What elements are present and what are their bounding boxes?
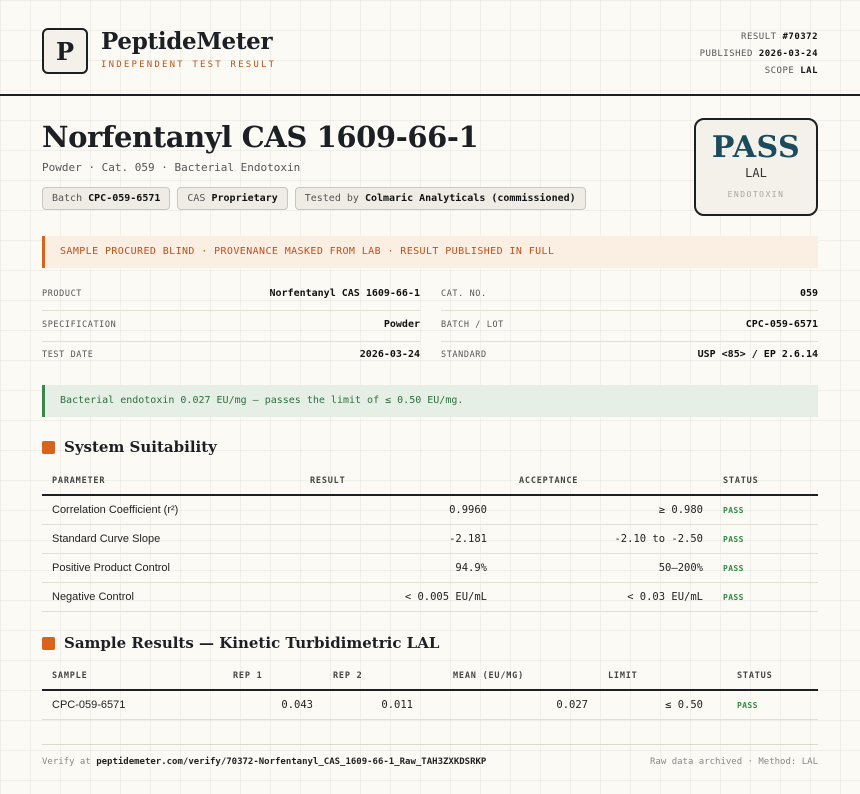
brand-name: PeptideMeter xyxy=(101,28,273,55)
result-id-line: RESULT #70372 xyxy=(741,32,818,42)
result-id: #70372 xyxy=(782,32,818,42)
info-standard: STANDARD USP <85> / EP 2.6.14 xyxy=(441,349,818,360)
published-date: 2026-03-24 xyxy=(758,49,818,59)
page-title: Norfentanyl CAS 1609-66-1 xyxy=(42,120,479,154)
status-badge: PASS xyxy=(723,592,744,602)
verdict-method: LAL xyxy=(745,166,767,180)
tested-by-chip: Tested by Colmaric Analyticals (commissioned) xyxy=(295,187,586,210)
col-parameter: PARAMETER xyxy=(42,467,292,495)
table-row: Standard Curve Slope -2.181 -2.10 to -2.50 PASS xyxy=(42,524,818,553)
status-badge: PASS xyxy=(723,563,744,573)
brand-logo: P xyxy=(42,28,88,74)
scope-value: LAL xyxy=(800,66,818,76)
published-line: PUBLISHED 2026-03-24 xyxy=(699,49,818,59)
summary-banner: Bacterial endotoxin 0.027 EU/mg — passes the limit of ≤ 0.50 EU/mg. xyxy=(42,385,818,417)
col-status: STATUS xyxy=(713,662,818,690)
status-badge: PASS xyxy=(737,700,758,710)
page-subtitle: Powder · Cat. 059 · Bacterial Endotoxin xyxy=(42,161,301,174)
samples-table xyxy=(42,662,818,720)
samples-heading: Sample Results — Kinetic Turbidimetric LAL xyxy=(42,634,439,652)
info-specification: SPECIFICATION Powder xyxy=(42,312,420,342)
col-limit: LIMIT xyxy=(598,662,713,690)
table-header-row xyxy=(42,662,818,690)
section-marker-icon xyxy=(42,637,55,650)
info-cat-no: CAT. NO. 059 xyxy=(441,281,818,311)
status-badge: PASS xyxy=(723,534,744,544)
verify-link[interactable]: peptidemeter.com/verify/70372-Norfentanyl_CAS_1609-66-1_Raw_TAH3ZXKDSRKP xyxy=(96,757,487,767)
col-status: STATUS xyxy=(713,467,818,495)
table-header-row xyxy=(42,467,818,495)
table-row: Positive Product Control 94.9% 50–200% PASS xyxy=(42,553,818,582)
col-acceptance: ACCEPTANCE xyxy=(497,467,713,495)
scope-line: SCOPE LAL xyxy=(764,66,818,76)
col-result: RESULT xyxy=(292,467,497,495)
batch-chip: Batch CPC-059-6571 xyxy=(42,187,170,210)
table-row: Negative Control < 0.005 EU/mL < 0.03 EU/mL PASS xyxy=(42,582,818,611)
verdict-result: PASS xyxy=(711,130,801,165)
page-footer xyxy=(42,744,818,780)
suitability-table xyxy=(42,467,818,612)
col-sample: SAMPLE xyxy=(42,662,223,690)
chip-row xyxy=(42,187,586,210)
footer-note: Raw data archived · Method: LAL xyxy=(650,757,818,767)
cas-chip: CAS Proprietary xyxy=(177,187,287,210)
table-row: CPC-059-6571 0.043 0.011 0.027 ≤ 0.50 PASS xyxy=(42,690,818,719)
section-marker-icon xyxy=(42,441,55,454)
col-rep1: REP 1 xyxy=(223,662,323,690)
result-meta xyxy=(700,29,818,80)
col-mean: MEAN (EU/MG) xyxy=(423,662,598,690)
verdict-type: ENDOTOXIN xyxy=(727,190,785,199)
status-badge: PASS xyxy=(723,505,744,515)
provenance-notice: SAMPLE PROCURED BLIND · PROVENANCE MASKED FROM LAB · RESULT PUBLISHED IN FULL xyxy=(42,236,818,268)
brand-tagline: INDEPENDENT TEST RESULT xyxy=(101,60,277,70)
suitability-heading: System Suitability xyxy=(42,438,217,456)
info-test-date: TEST DATE 2026-03-24 xyxy=(42,349,420,360)
info-batch: BATCH / LOT CPC-059-6571 xyxy=(441,312,818,342)
info-product: PRODUCT Norfentanyl CAS 1609-66-1 xyxy=(42,281,420,311)
page-header xyxy=(0,0,860,96)
col-rep2: REP 2 xyxy=(323,662,423,690)
verify-line: Verify at peptidemeter.com/verify/70372-Norfentanyl_CAS_1609-66-1_Raw_TAH3ZXKDSRKP xyxy=(42,757,487,767)
table-row: Correlation Coefficient (r²) 0.9960 ≥ 0.980 PASS xyxy=(42,495,818,524)
verdict-stamp xyxy=(694,118,818,216)
